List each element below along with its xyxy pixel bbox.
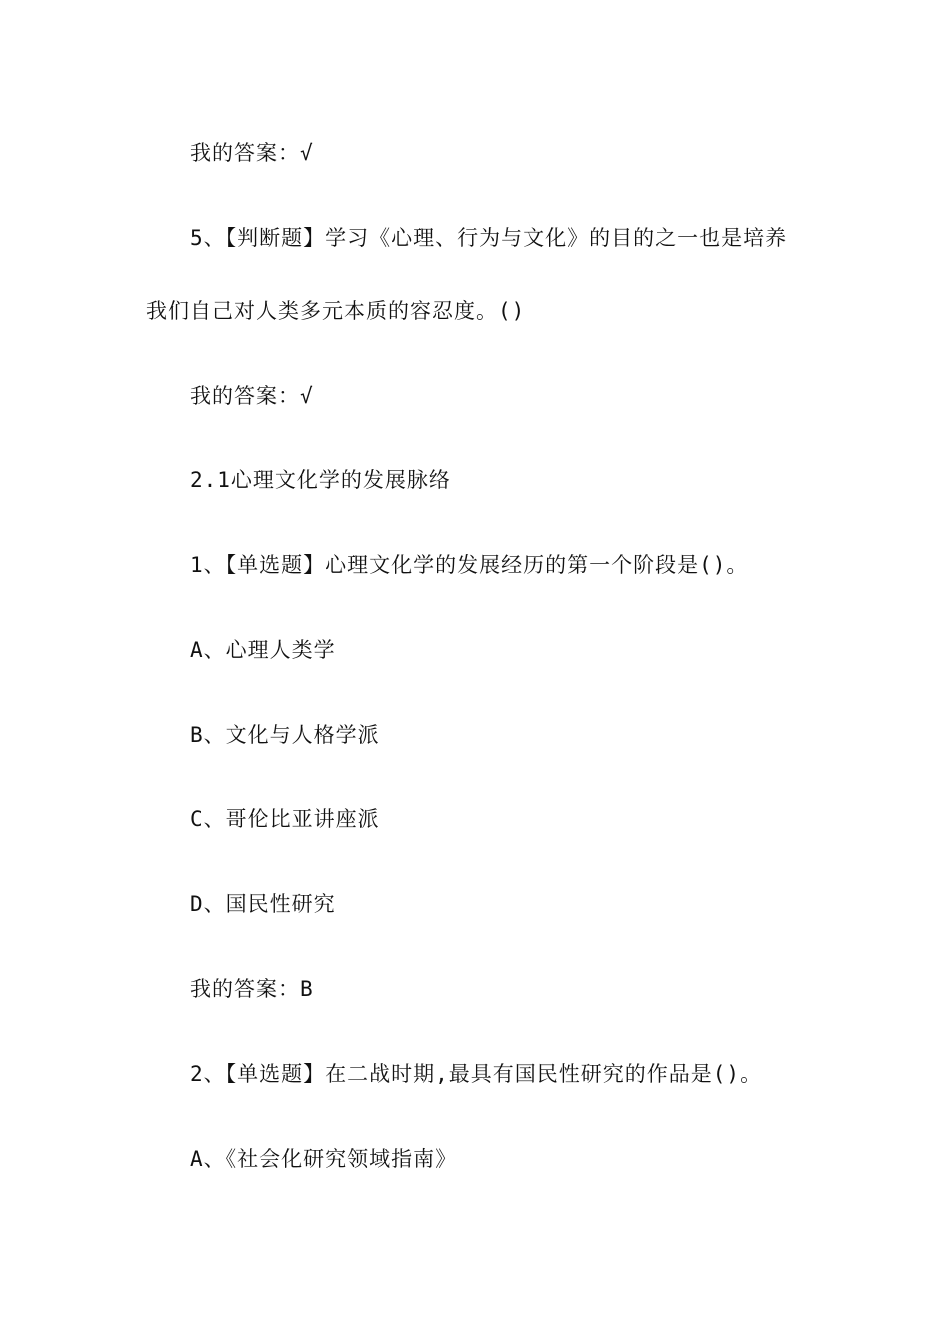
answer-line-q5: 我的答案：√ xyxy=(190,384,314,408)
answer-line-q4: 我的答案：√ xyxy=(190,141,314,165)
question-2-option-a: A、《社会化研究领域指南》 xyxy=(190,1147,458,1171)
question-2-text: 2、【单选题】在二战时期,最具有国民性研究的作品是()。 xyxy=(190,1062,763,1086)
question-1-text: 1、【单选题】心理文化学的发展经历的第一个阶段是()。 xyxy=(190,553,749,577)
question-5-line-1: 5、【判断题】学习《心理、行为与文化》的目的之一也是培养 xyxy=(190,226,788,250)
question-1-option-d: D、国民性研究 xyxy=(190,892,336,916)
answer-line-q1: 我的答案：B xyxy=(190,977,314,1001)
question-1-option-b: B、文化与人格学派 xyxy=(190,723,380,747)
section-heading: 2.1心理文化学的发展脉络 xyxy=(190,468,451,492)
question-1-option-a: A、心理人类学 xyxy=(190,638,336,662)
question-5-line-2: 我们自己对人类多元本质的容忍度。() xyxy=(146,299,526,323)
question-1-option-c: C、哥伦比亚讲座派 xyxy=(190,807,380,831)
